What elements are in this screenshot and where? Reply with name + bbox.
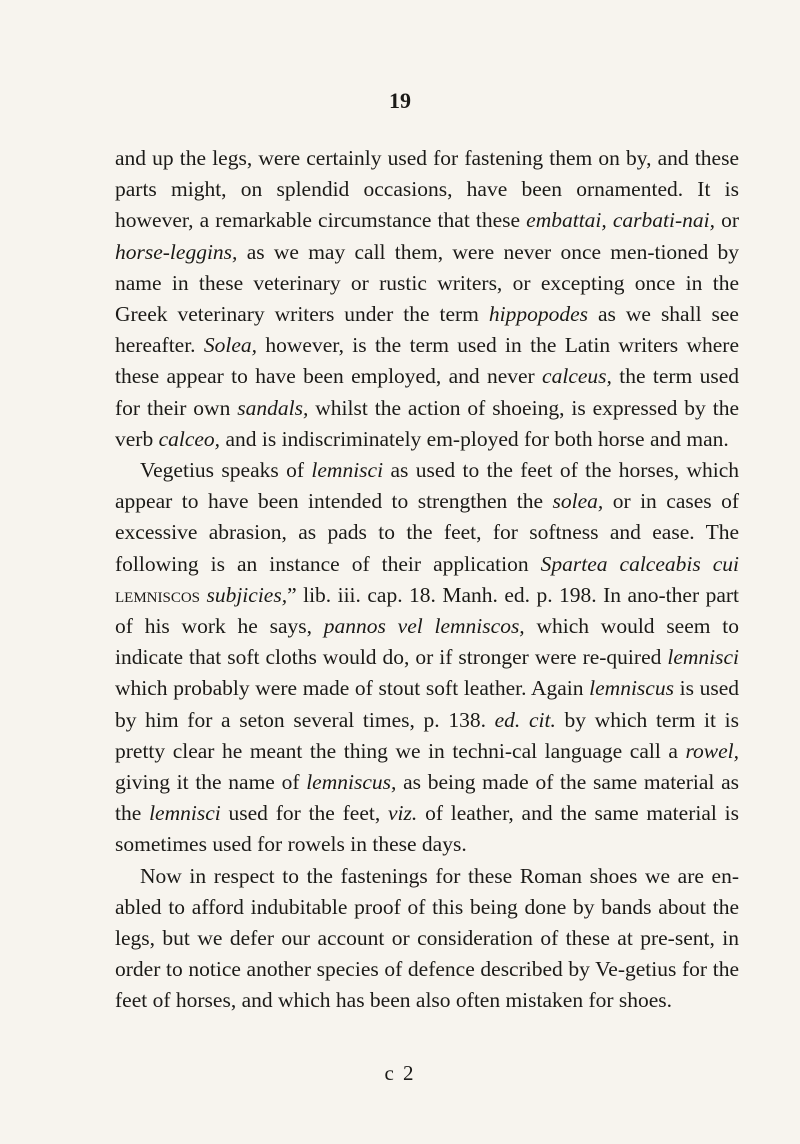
italic-term: calceus, bbox=[542, 364, 612, 389]
italic-term: subjicies, bbox=[206, 582, 288, 607]
italic-term: horse-leggins, bbox=[115, 239, 238, 264]
italic-term: embattai, carbati-nai, bbox=[526, 208, 715, 233]
text-run: as being made of the same material as the bbox=[115, 770, 739, 826]
text-run: which would seem to indicate that soft cloths would do, or if stronger were re-quired bbox=[115, 614, 739, 670]
text-run: Vegetius speaks of bbox=[140, 458, 312, 483]
paragraph-3 bbox=[115, 861, 739, 1017]
text-run: which probably were made of stout soft leather. Again bbox=[115, 676, 590, 701]
paragraph-1 bbox=[115, 143, 739, 455]
text-run: whilst the action of shoeing, is expressed by the verb bbox=[115, 395, 739, 451]
text-run: of leather, and the same material is sometimes used for rowels in these days. bbox=[115, 801, 739, 857]
text-run: and is indiscriminately em-ployed for both horse and man. bbox=[220, 426, 729, 451]
text-run: as we shall see hereafter. bbox=[115, 302, 739, 358]
text-run: is used by him for a seton several times, p. 138. bbox=[115, 676, 740, 732]
text-run: however, is the term used in the Latin writers where these appear to have been employed, and never bbox=[115, 333, 739, 389]
italic-term: sandals, bbox=[237, 395, 309, 420]
small-caps-term: lemniscos bbox=[115, 582, 201, 607]
text-run: or bbox=[714, 208, 739, 233]
signature-mark: c 2 bbox=[384, 1061, 416, 1085]
text-run: as we may call them, were never once men-tioned by name in these veterinary or rustic writers, or excepting once in the Greek veterinary writers under the term bbox=[115, 239, 739, 327]
text-run: and up the legs, were certainly used for fastening them on by, and these parts might, on splendid occasions, have been ornamented. It is however, a remarkable circumstance that these bbox=[115, 146, 739, 233]
text-run: ” lib. iii. cap. 18. Manh. ed. p. 198. In ano-ther part of his work he says, bbox=[115, 582, 739, 639]
italic-term: lemnisci bbox=[667, 645, 739, 670]
italic-term: rowel, bbox=[685, 738, 739, 763]
body-text bbox=[115, 143, 739, 1017]
italic-term: Spartea calceabis cui bbox=[540, 551, 739, 576]
italic-term: pannos vel lemniscos, bbox=[323, 614, 525, 639]
text-run: Now in respect to the fastenings for these Roman shoes we are en-abled to afford indubitable proof of this being done by bands about the legs, but we defer our account or consideration of these at pre-sent, in order to notice another species of defence described by Ve-getius for the feet of horses, and which has been also often mistaken for shoes. bbox=[115, 863, 739, 1013]
italic-term: ed. cit. bbox=[494, 707, 556, 732]
italic-term: lemniscus bbox=[589, 676, 674, 701]
italic-term: lemnisci bbox=[149, 801, 221, 826]
text-run: by which term it is pretty clear he meant the thing we in techni-cal language call a bbox=[115, 707, 739, 763]
text-run: used for the feet, bbox=[220, 801, 389, 826]
text-run: the term used for their own bbox=[115, 364, 739, 420]
italic-term: viz. bbox=[388, 801, 418, 826]
paragraph-2 bbox=[115, 455, 739, 861]
text-run: as used to the feet of the horses, which appear to have been intended to strengthen the bbox=[115, 458, 739, 514]
italic-term: lemnisci bbox=[311, 458, 384, 483]
italic-term: lemniscus, bbox=[306, 770, 397, 795]
italic-term: Solea, bbox=[203, 333, 258, 358]
text-run: or in cases of excessive abrasion, as pads to the feet, for softness and ease. The following is an instance of their application bbox=[115, 489, 740, 576]
italic-term: hippopodes bbox=[488, 302, 589, 327]
italic-term: calceo, bbox=[158, 426, 221, 451]
page-number: 19 bbox=[389, 88, 411, 113]
italic-term: solea, bbox=[552, 489, 604, 514]
text-run: giving it the name of bbox=[115, 770, 307, 795]
